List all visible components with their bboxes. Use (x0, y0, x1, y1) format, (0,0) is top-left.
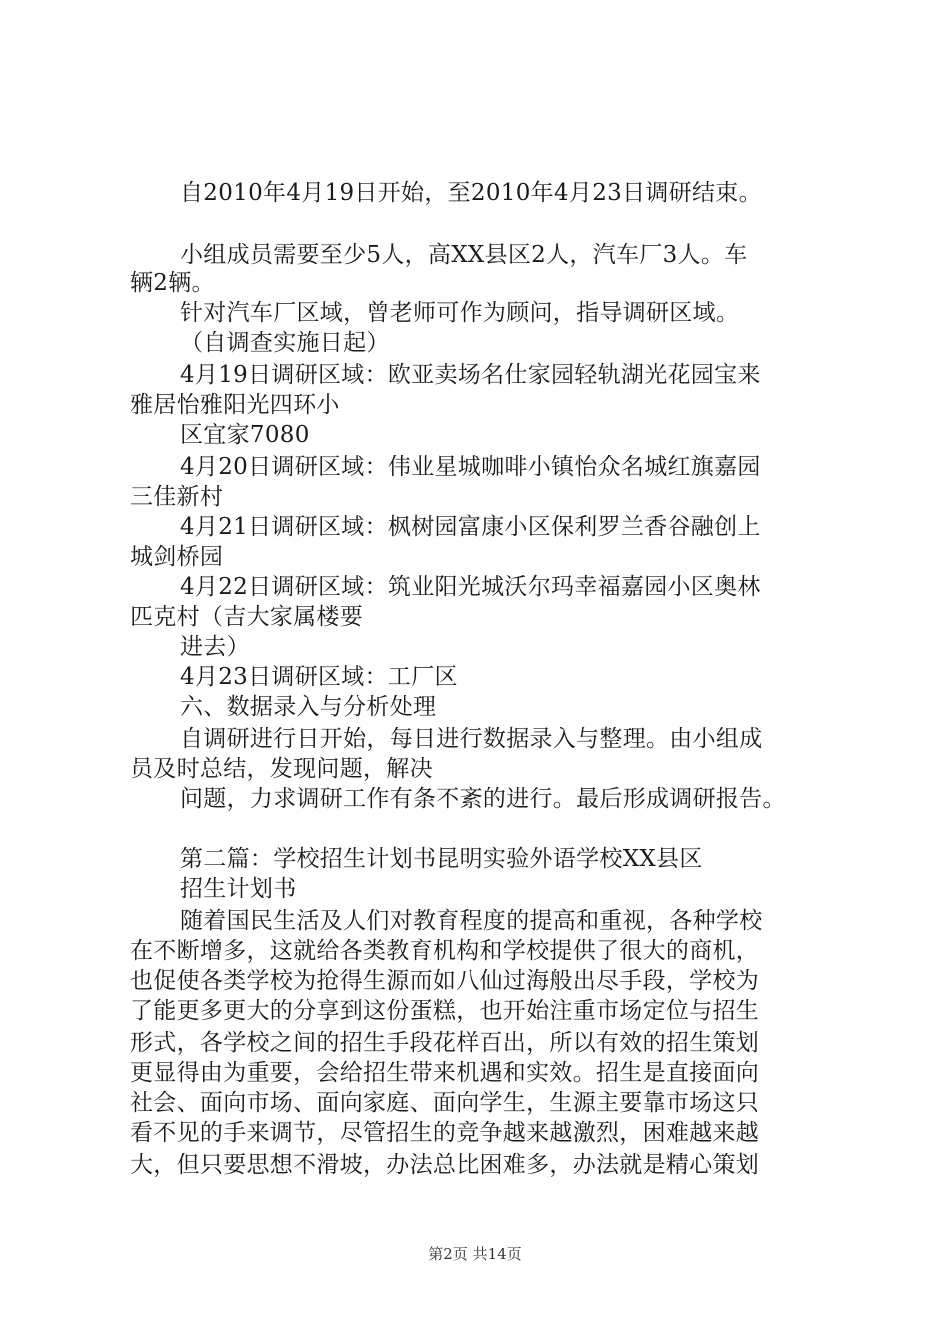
text-line: 4月20日调研区域：伟业星城咖啡小镇怡众名城红旗嘉园 (180, 454, 761, 480)
text-line: 自2010年4月19日开始，至2010年4月23日调研结束。 (180, 180, 762, 206)
text-line: 员及时总结，发现问题，解决 (130, 756, 433, 782)
text-line: 辆2辆。 (130, 270, 215, 296)
text-line: 4月19日调研区域：欧亚卖场名仕家园轻轨湖光花园宝来 (180, 362, 761, 388)
text-line: 也促使各类学校为抢得生源而如八仙过海般出尽手段，学校为 (130, 968, 760, 994)
text-line: （自调查实施日起） (180, 330, 390, 356)
text-line: 大，但只要思想不滑坡，办法总比困难多，办法就是精心策划 (130, 1152, 760, 1178)
text-line: 了能更多更大的分享到这份蛋糕，也开始注重市场定位与招生 (130, 998, 760, 1024)
text-line: 自调研进行日开始，每日进行数据录入与整理。由小组成 (180, 726, 763, 752)
text-line: 城剑桥园 (130, 544, 224, 570)
text-line: 进去） (180, 634, 250, 660)
text-line: 三佳新村 (130, 484, 224, 510)
section-heading: 六、数据录入与分析处理 (180, 694, 437, 720)
text-line: 更显得由为重要，会给招生带来机遇和实效。招生是直接面向 (130, 1060, 760, 1086)
text-line: 4月21日调研区域：枫树园富康小区保利罗兰香谷融创上 (180, 514, 761, 540)
text-line: 区宜家7080 (180, 422, 310, 448)
text-line: 雅居怡雅阳光四环小 (130, 392, 340, 418)
chapter-heading: 招生计划书 (180, 876, 297, 902)
text-line: 社会、面向市场、面向家庭、面向学生，生源主要靠市场这只 (130, 1090, 760, 1116)
text-line: 问题，力求调研工作有条不紊的进行。最后形成调研报告。 (180, 786, 786, 812)
text-line: 匹克村（吉大家属楼要 (130, 604, 363, 630)
text-line: 随着国民生活及人们对教育程度的提高和重视，各种学校 (180, 908, 763, 934)
text-line: 形式，各学校之间的招生手段花样百出，所以有效的招生策划 (130, 1030, 760, 1056)
text-line: 4月22日调研区域：筑业阳光城沃尔玛幸福嘉园小区奥林 (180, 574, 761, 600)
chapter-heading: 第二篇：学校招生计划书昆明实验外语学校XX县区 (180, 846, 703, 872)
text-line: 在不断增多，这就给各类教育机构和学校提供了很大的商机， (130, 938, 760, 964)
page-number-footer: 第2页 共14页 (428, 1245, 522, 1263)
text-line: 小组成员需要至少5人，高XX县区2人，汽车厂3人。车 (180, 242, 748, 268)
text-line: 针对汽车厂区域，曾老师可作为顾问，指导调研区域。 (180, 300, 740, 326)
text-line: 4月23日调研区域：工厂区 (180, 664, 458, 690)
text-line: 看不见的手来调节，尽管招生的竞争越来越激烈，困难越来越 (130, 1120, 760, 1146)
